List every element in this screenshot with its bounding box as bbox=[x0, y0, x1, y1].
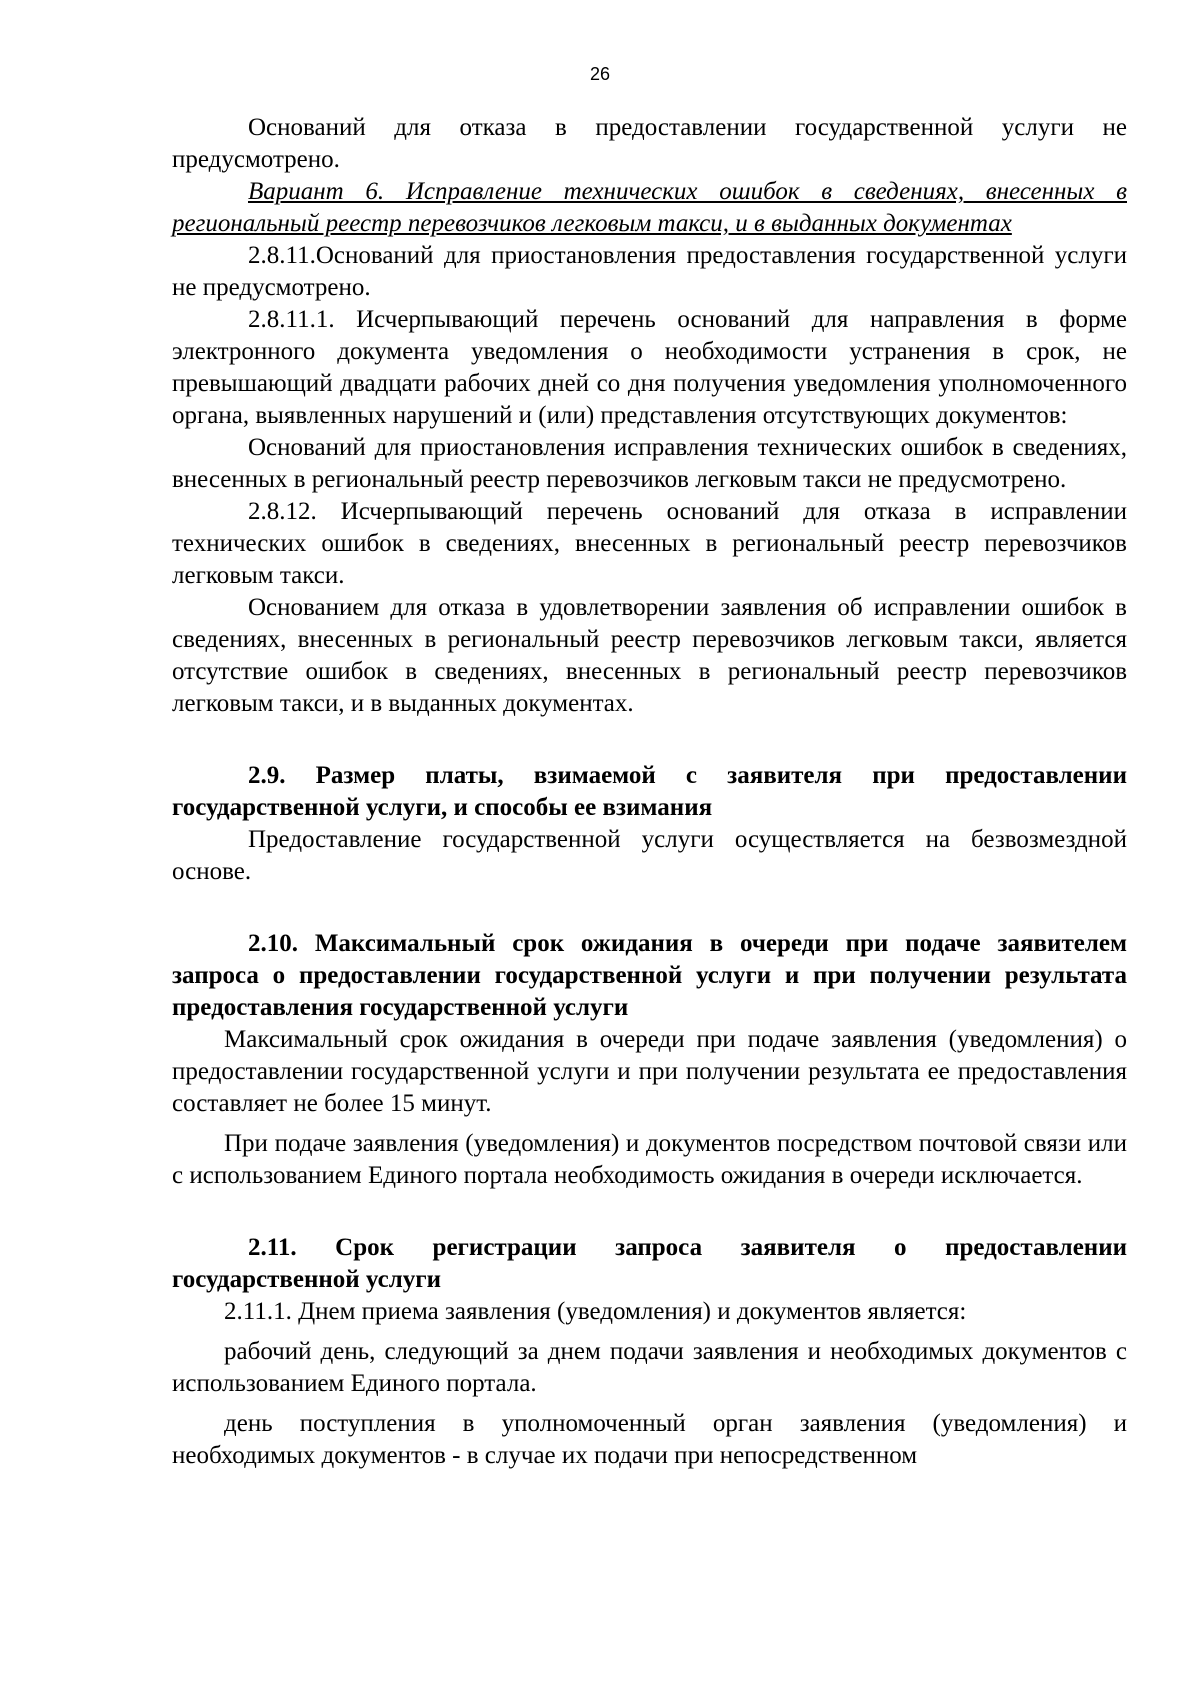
paragraph-free-of-charge: Предоставление государственной услуги осуществляется на безвозмездной основе. bbox=[172, 826, 1127, 885]
variant-6-title: Вариант 6. Исправление технических ошибок в сведениях, внесенных в региональный реестр перевозчиков легковым такси, и в выданных документах bbox=[172, 178, 1127, 237]
paragraph-receipt-day: день поступления в уполномоченный орган заявления (уведомления) и необходимых документов - в случае их подачи при непосредственном bbox=[172, 1410, 1127, 1469]
section-heading-2-10: 2.10. Максимальный срок ожидания в очереди при подаче заявителем запроса о предоставлении государственной услуги и при получении результата предоставления государственной услуги bbox=[172, 930, 1127, 1021]
paragraph-2-11-1: 2.11.1. Днем приема заявления (уведомления) и документов является: bbox=[224, 1298, 967, 1325]
paragraph-refusal-basis: Основанием для отказа в удовлетворении заявления об исправлении ошибок в сведениях, внесенных в региональный реестр перевозчиков легковым такси, является отсутствие ошибок в сведениях, внесенных в региональный реестр перевозчиков легковым такси, и в выданных документах. bbox=[172, 594, 1127, 717]
paragraph-2-8-11: 2.8.11.Оснований для приостановления предоставления государственной услуги не предусмотрено. bbox=[172, 242, 1127, 301]
paragraph-2-8-11-1: 2.8.11.1. Исчерпывающий перечень оснований для направления в форме электронного документа уведомления о необходимости устранения в срок, не превышающий двадцати рабочих дней со дня получения уведомления уполномоченного органа, выявленных нарушений и (или) представления отсутствующих документов: bbox=[172, 306, 1127, 429]
paragraph-max-wait: Максимальный срок ожидания в очереди при подаче заявления (уведомления) о предоставлении государственной услуги и при получении результата ее предоставления составляет не более 15 минут. bbox=[172, 1026, 1127, 1117]
section-heading-2-11: 2.11. Срок регистрации запроса заявителя о предоставлении государственной услуги bbox=[172, 1234, 1127, 1293]
paragraph-postal-submission: При подаче заявления (уведомления) и документов посредством почтовой связи или с использованием Единого портала необходимость ожидания в очереди исключается. bbox=[172, 1130, 1127, 1189]
paragraph-refusal-grounds: Оснований для отказа в предоставлении государственной услуги не предусмотрено. bbox=[172, 114, 1127, 173]
document-body bbox=[172, 112, 1127, 1472]
section-heading-2-9: 2.9. Размер платы, взимаемой с заявителя при предоставлении государственной услуги, и способы ее взимания bbox=[172, 762, 1127, 821]
page-number: 26 bbox=[589, 64, 611, 84]
paragraph-suspension-grounds: Оснований для приостановления исправления технических ошибок в сведениях, внесенных в региональный реестр перевозчиков легковым такси не предусмотрено. bbox=[172, 434, 1127, 493]
paragraph-2-8-12: 2.8.12. Исчерпывающий перечень оснований для отказа в исправлении технических ошибок в сведениях, внесенных в региональный реестр перевозчиков легковым такси. bbox=[172, 498, 1127, 589]
paragraph-working-day: рабочий день, следующий за днем подачи заявления и необходимых документов с использованием Единого портала. bbox=[172, 1338, 1127, 1397]
